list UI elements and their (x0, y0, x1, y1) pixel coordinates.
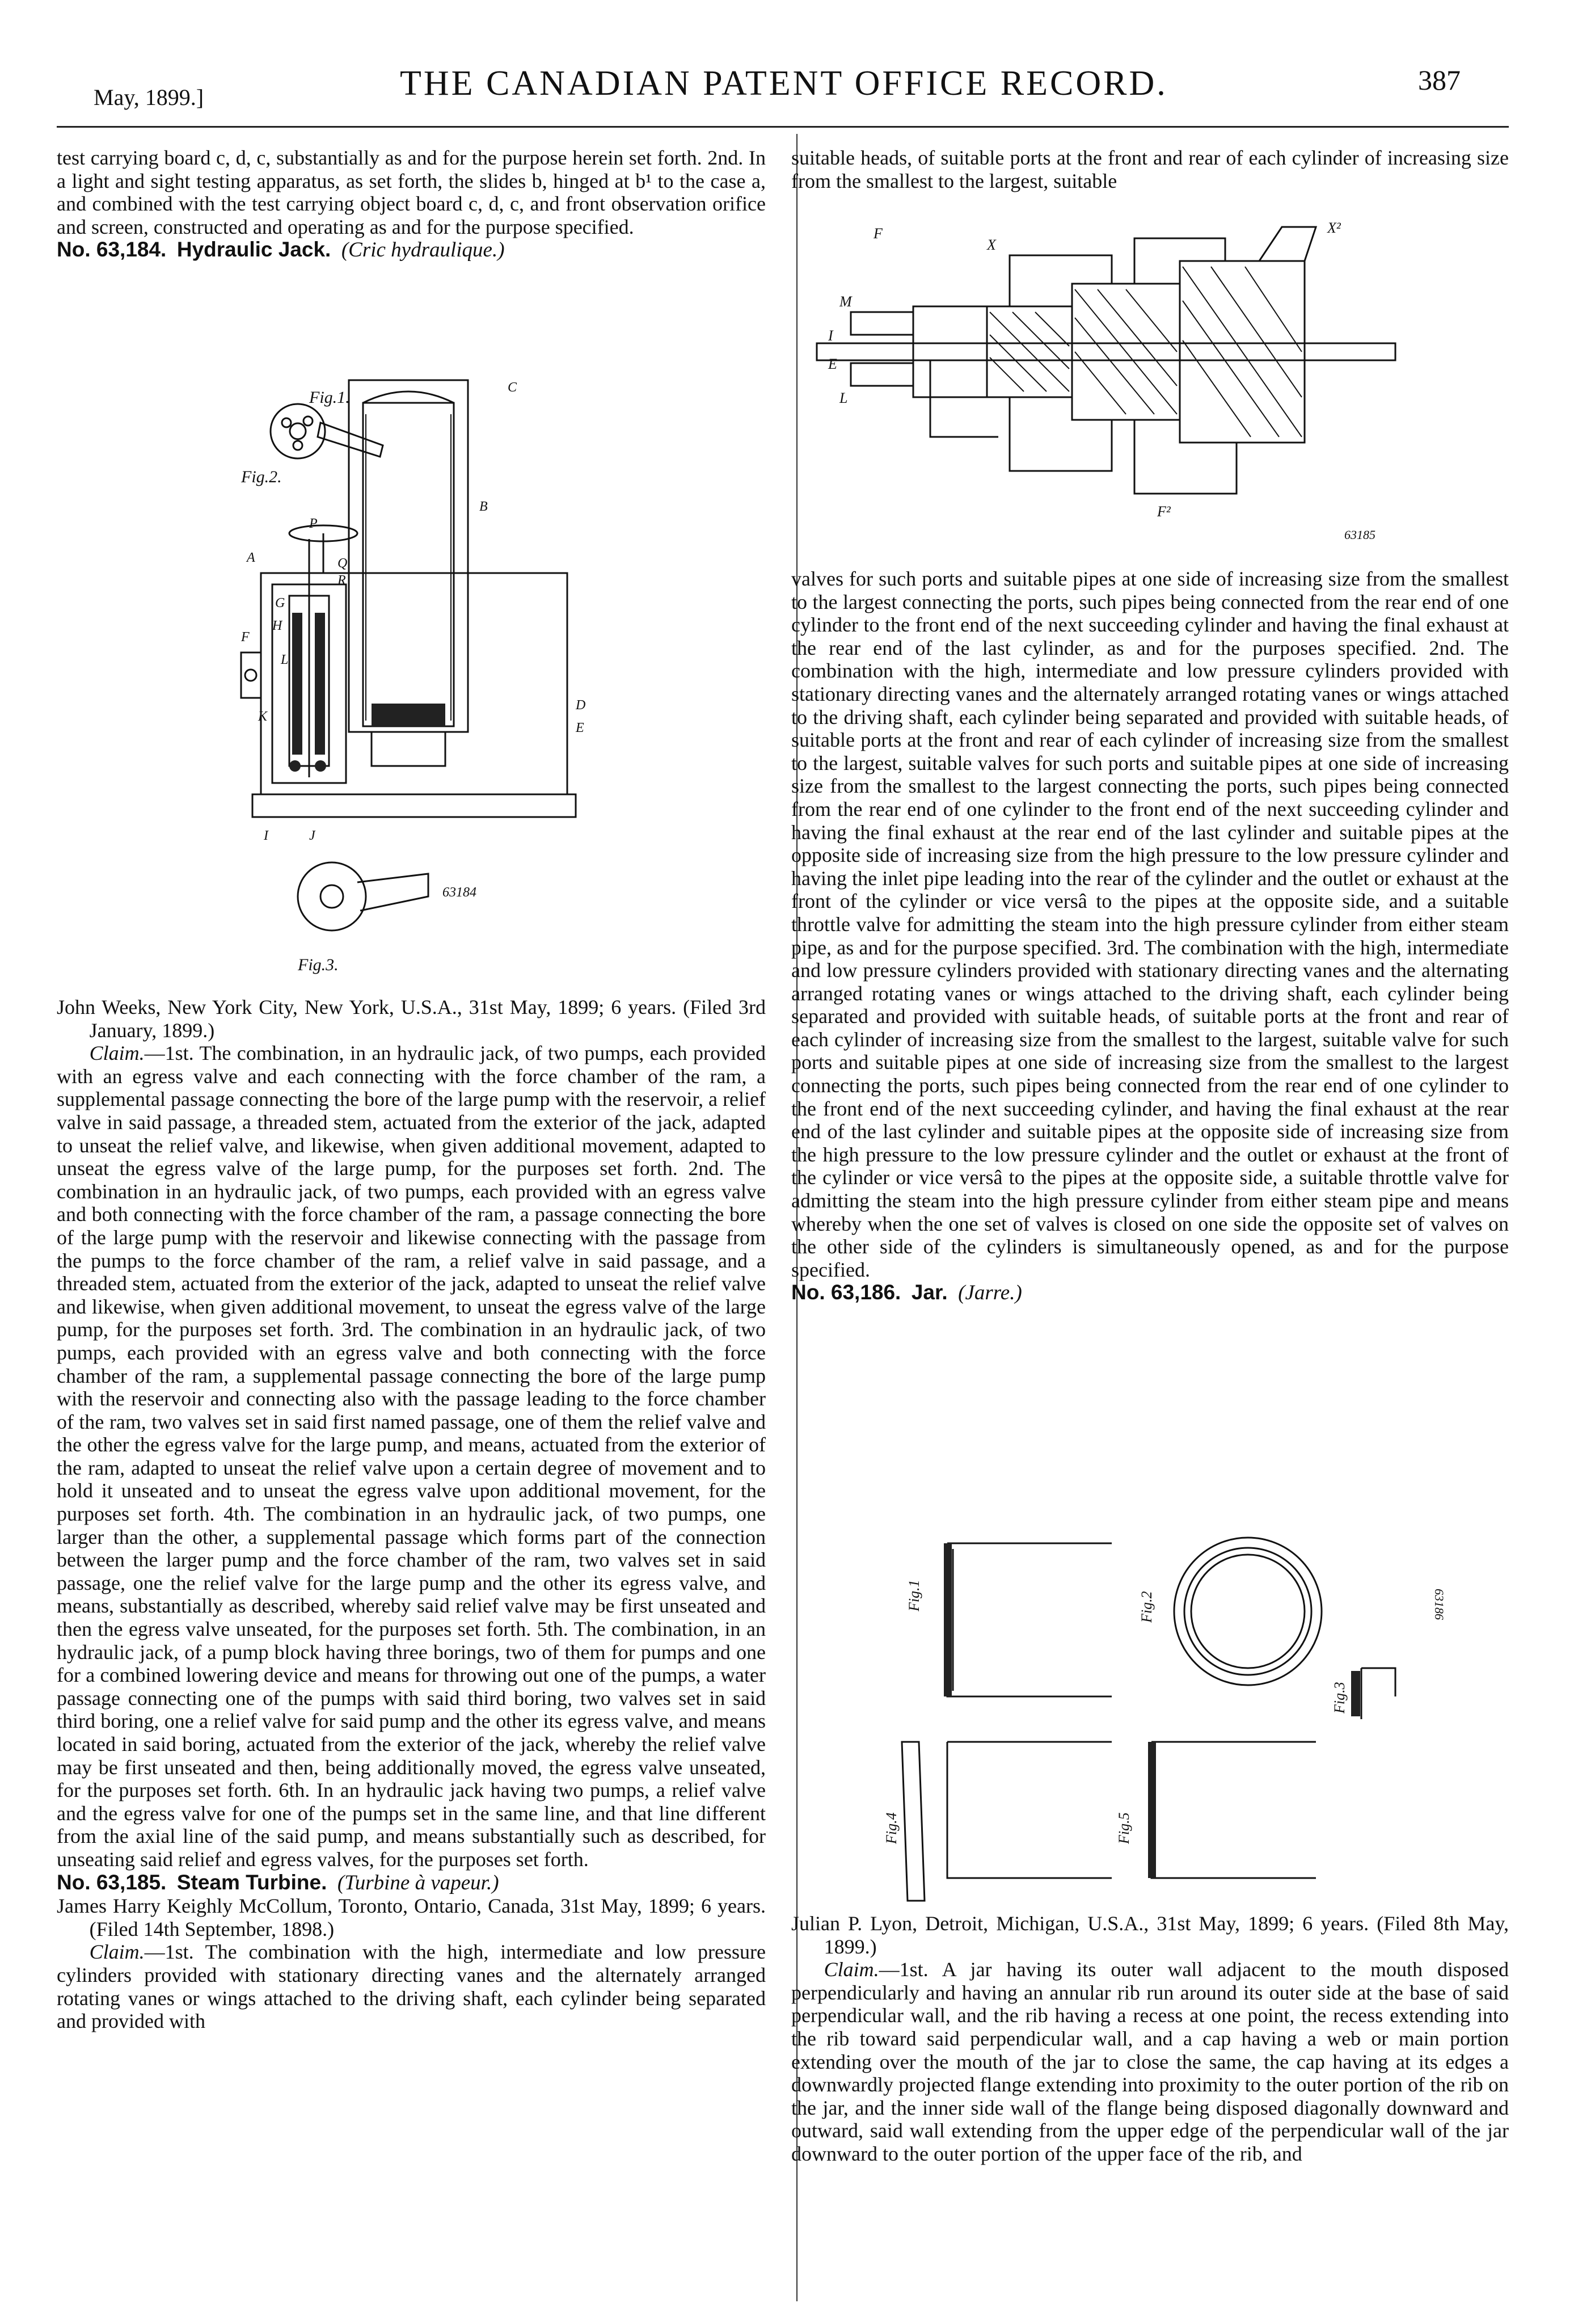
patent-title: Jar. (911, 1281, 948, 1304)
letter-j: J (309, 828, 315, 843)
label-f2: F² (1157, 503, 1171, 520)
letter-h: H (272, 618, 282, 633)
patent-french-title: (Jarre.) (958, 1281, 1022, 1305)
patent-63184-heading (57, 238, 766, 262)
fig-label-3: Fig.3 (1331, 1682, 1348, 1713)
label-i: I (828, 327, 833, 344)
letter-l: L (281, 652, 289, 667)
letter-q: Q (337, 556, 348, 571)
patent-french-title: (Turbine à vapeur.) (337, 1871, 499, 1894)
patent-number: No. 63,184. (57, 238, 167, 262)
inventor-63184: John Weeks, New York City, New York, U.S.A., 31st May, 1899; 6 years. (Filed 3rd January, 1899.) (57, 996, 766, 1042)
letter-r: R (337, 573, 346, 588)
patent-title: Steam Turbine. (176, 1870, 327, 1894)
header-rule (57, 126, 1509, 128)
right-column-middle (791, 567, 1509, 1305)
claim-63185-start (57, 1940, 766, 2032)
fig-label-2: Fig.2. (241, 468, 282, 486)
patent-title: Hydraulic Jack. (176, 238, 331, 262)
left-column-top (57, 146, 766, 262)
label-e: E (828, 356, 837, 372)
inventor-63186: Julian P. Lyon, Detroit, Michigan, U.S.A., 31st May, 1899; 6 years. (Filed 8th May, 1899.) (791, 1912, 1509, 1958)
letter-d: D (576, 698, 586, 713)
fig-label-2: Fig.2 (1138, 1591, 1155, 1623)
letter-c: C (508, 380, 517, 395)
page-header (0, 0, 1595, 130)
jar-drawing (885, 1526, 1452, 1901)
jar-figure (885, 1526, 1452, 1901)
fig-label-3: Fig.3. (298, 955, 339, 974)
fig-label-4: Fig.4 (883, 1812, 900, 1844)
claim-label: Claim. (89, 1940, 145, 1964)
label-m: M (839, 293, 852, 310)
claim-text: —1st. The combination with the high, intermediate and low pressure cylinders provided with stationary directing vanes and the alternately arranged rotating vanes or wings attached to the driving shaft, each cylinder being separated and provided with (57, 1940, 766, 2033)
patent-number: No. 63,186. (791, 1281, 901, 1304)
patent-number: No. 63,185. (57, 1870, 167, 1894)
right-column-bottom (791, 1912, 1509, 2166)
claim-63185-cont: valves for such ports and suitable pipes at one side of increasing size from the smallest to the largest connecting the ports, such pipes being connected from the rear end of one cylinder to the front end of the next succeeding cylinder and having the final exhaust at the rear end of the last cylinder, as and for the purposes specified. 2nd. The combination with the high, intermediate and low pressure cylinders provided with stationary directing vanes and the alternately arranged rotating vanes or wings attached to the driving shaft, each cylinder being separated and provided with suitable heads, of suitable ports at the front and rear of each cylinder of increasing size from the smallest to the largest, suitable valves for such ports and suitable pipes at one side of increasing size from the smallest to the largest connecting the ports, such pipes being connected from the rear end of one cylinder to the front end of the next succeeding cylinder and having the final exhaust at the rear end of the last cylinder and suitable pipes at the opposite side of increasing size from the high pressure to the low pressure cylinder and having the inlet pipe leading into the rear of the cylinder and the outlet or exhaust at the front of the cylinder or vice versâ to the pipes at the opposite side, and a suitable throttle valve for admitting the steam into the high pressure cylinder from either steam pipe, as and for the purpose specified. 3rd. The combination with the high, intermediate and low pressure cylinders provided with stationary directing vanes and the alternating arranged rotating vanes or wings attached to the driving shaft, each cylinder being separated and provided with suitable heads, of suitable ports at the front and rear of each cylinder of increasing size from the smallest to the largest, suitable valve for such ports and suitable pipes at one side of increasing size from the smallest to the largest connecting the ports, such pipes being connected from the rear end of one cylinder to the front end of the next succeeding cylinder, and having the final exhaust at the rear end of the last cylinder and suitable pipes at the opposite side of increasing size from the high pressure to the low pressure cylinder and the outlet or exhaust at the front of the cylinder or vice versâ to the pipes at the opposite side, a suitable throttle valve for admitting the steam into the high pressure cylinder from either steam pipe and means whereby when the one set of valves is closed on one side the opposite set of valves on the other side of the cylinders is simultaneously opened, as and for the purpose specified. (791, 567, 1509, 1281)
fig-label-5: Fig.5 (1116, 1812, 1132, 1844)
hydraulic-jack-drawing (241, 369, 593, 982)
label-x2: X² (1327, 220, 1341, 236)
claim-text: —1st. A jar having its outer wall adjacent to the mouth disposed perpendicularly and having an annular rib run around its outer side at the base of said perpendicular wall, and the rib having a recess at one point, the recess extending into the rib toward said perpendicular wall, and a cap having a web or main portion extending over the mouth of the jar to close the same, the cap having at its edges a downwardly projected flange extending into proximity to the outer portion of the rib on the jar, and the inner side wall of the flange being disposed diagonally downward and outward, said wall extending from the upper edge of the perpendicular wall of the jar downward to the outer portion of the upper face of the rib, and (791, 1958, 1509, 2165)
letter-b: B (479, 499, 488, 514)
fig-number: 63186 (1432, 1589, 1446, 1620)
letter-a: A (247, 550, 255, 565)
label-l: L (839, 390, 848, 406)
steam-turbine-figure (817, 221, 1395, 550)
patent-63186-heading (791, 1281, 1509, 1305)
fig-label-1: Fig.1. (309, 388, 350, 407)
continuation-text: test carrying board c, d, c, substantially as and for the purpose herein set forth. 2nd. In a light and sight testing apparatus, as set forth, the slides b, hinged at b¹ to the case a, and combined with the test carrying object board c, d, c, and front observation orifice and screen, constructed and operating as and for the purpose specified. (57, 146, 766, 238)
letter-i: I (264, 828, 268, 843)
page-number: 387 (1418, 64, 1461, 96)
claim-63186 (791, 1958, 1509, 2165)
label-f: F (874, 225, 883, 242)
letter-p: P (309, 516, 318, 531)
claim-63185-top-cont: suitable heads, of suitable ports at the front and rear of each cylinder of increasing size from the smallest to the largest, suitable (791, 146, 1509, 192)
letter-f: F (241, 630, 250, 645)
letter-g: G (275, 596, 285, 611)
label-x: X (987, 237, 996, 253)
steam-turbine-drawing (817, 221, 1395, 550)
claim-label: Claim. (824, 1958, 879, 1981)
fig-label-1: Fig.1 (906, 1580, 922, 1611)
header-title: THE CANADIAN PATENT OFFICE RECORD. (400, 64, 1168, 103)
letter-k: K (258, 709, 268, 724)
right-column-top (791, 146, 1509, 192)
claim-label: Claim. (89, 1042, 145, 1065)
hydraulic-jack-figure (241, 369, 593, 982)
header-date: May, 1899.] (94, 85, 204, 110)
fig-number: 63184 (442, 885, 476, 900)
left-column-bottom (57, 996, 766, 2033)
patent-french-title: (Cric hydraulique.) (341, 238, 505, 262)
letter-e: E (576, 721, 584, 735)
fig-number: 63185 (1344, 528, 1375, 542)
patent-63185-heading (57, 1871, 766, 1895)
claim-text: —1st. The combination, in an hydraulic jack, of two pumps, each provided with an egress valve and each connecting with the force chamber of the ram, a supplemental passage connecting the bore of the large pump with the reservoir, a relief valve in said passage, a threaded stem, actuated from the exterior of the jack, adapted to unseat the relief valve, and likewise, when given additional movement, adapted to unseat the egress valve of the large pump, for the purposes set forth. 2nd. The combination in an hydraulic jack, of two pumps, each provided with an egress valve and both connecting with the force chamber of the ram, a passage connecting the bore of the large pump with the reservoir and likewise connecting with the passage from the pumps to the force chamber of the ram, a relief valve in said passage, and a threaded stem, actuated from the exterior of the jack, adapted to unseat the relief valve and likewise, when given additional movement, to unseat the egress valve of the large pump, for the purposes set forth. 3rd. The combination in an hydraulic jack, of two pumps, each provided with an egress valve and both connecting with the force chamber of the ram, a supplemental passage connecting the bore of the large pump with the reservoir and connecting also with the passage leading to the force chamber of the ram, two valves set in said first named passage, one of them the relief valve and the other the egress valve for the large pump, and means, actuated from the exterior of the ram, adapted to unseat the relief valve upon a certain degree of movement and to hold it unseated and to unseat the egress valve upon additional movement, for the purposes set forth. 4th. The combination in an hydraulic jack, of two pumps, one larger than the other, a supplemental passage which forms part of the connection between the larger pump and the force chamber of the ram, two valves set in said passage, one the relief valve for the large pump and the other its egress valve, and means, substantially as described, whereby said relief valve may be first unseated and then the egress valve unseated, for the purposes set forth. 5th. The combination, in an hydraulic jack, of a pump block having three borings, two of them for pumps and one for a combined lowering device and means for throwing out one of the pumps, a water passage connecting one of the pumps with said third boring, two valves set in said third boring, one a relief valve for said pump and the other its egress valve, and means located in said boring, actuated from the exterior of the jack, whereby the relief valve may be first unseated and then, being additionally moved, the egress valve unseated, for the purposes set forth. 6th. In an hydraulic jack having two pumps, a relief valve and the egress valve for one of the pumps set in the same line, and that line different from the axial line of the said pump, and means substantially such as described, for unseating said relief and egress valves, for the purposes set forth. (57, 1042, 766, 1871)
claim-63184 (57, 1042, 766, 1871)
inventor-63185: James Harry Keighly McCollum, Toronto, Ontario, Canada, 31st May, 1899; 6 years. (Filed 14th September, 1898.) (57, 1894, 766, 1940)
